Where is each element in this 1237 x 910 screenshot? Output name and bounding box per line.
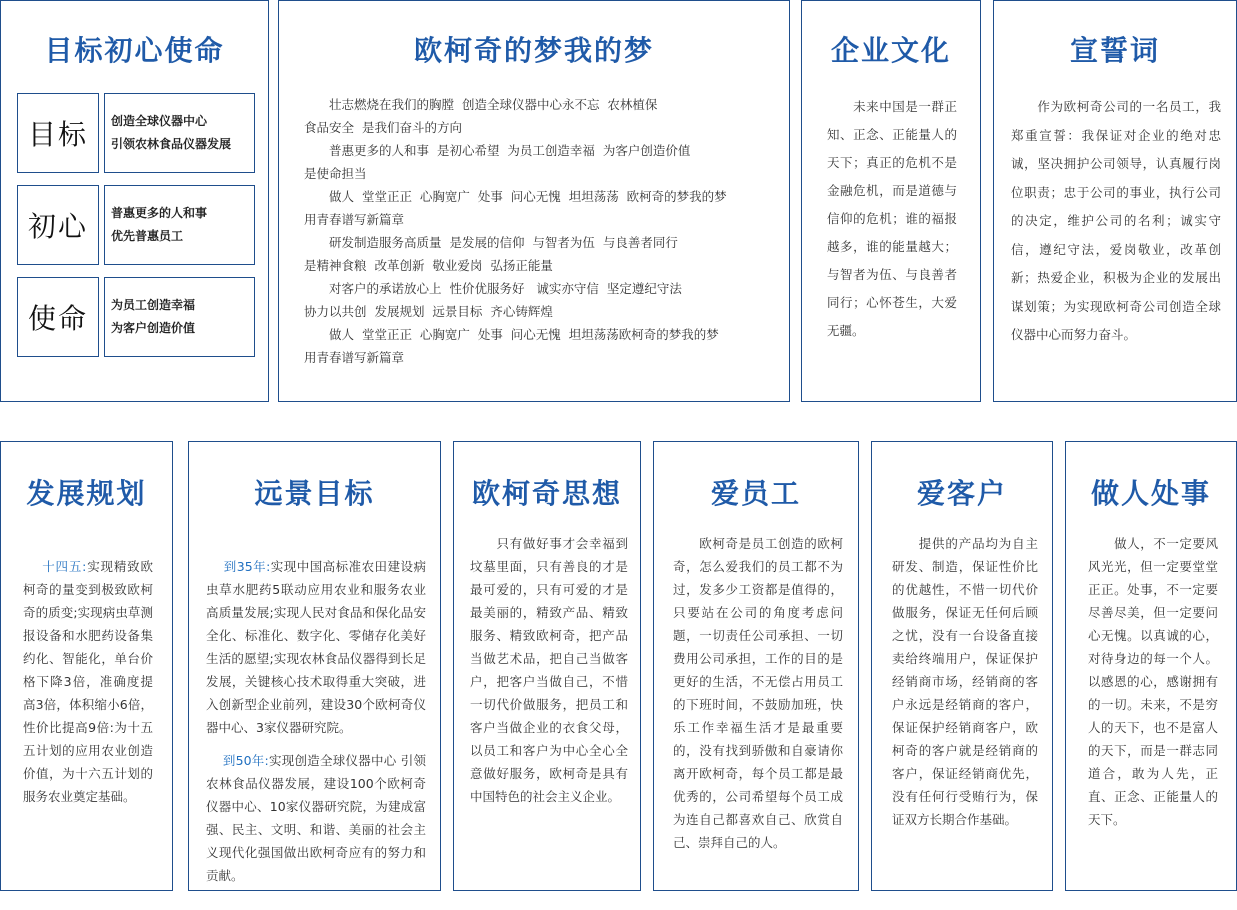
mission-goal-text — [104, 93, 255, 173]
mission-origin-text — [104, 185, 255, 265]
culture-card — [801, 0, 981, 402]
culture-title: 企业文化 — [830, 34, 951, 67]
plan-card — [0, 441, 173, 891]
vision-label-35: 到35年: — [223, 559, 271, 574]
culture-text: 未来中国是一群正知、正念、正能量人的天下；真正的危机不是金融危机，而是道德与信仰的危机；谁的福报越多，谁的能量越大；与智者为伍、与良善者同行；心怀苍生，大爱无疆。 — [827, 99, 957, 338]
mission-mission-line-2: 为客户创造价值 — [111, 321, 196, 335]
vision-title: 远景目标 — [254, 477, 375, 510]
thought-card — [453, 441, 641, 891]
plan-label: 十四五: — [42, 559, 87, 574]
staff-title: 爱员工 — [710, 477, 801, 510]
vision-card — [188, 441, 441, 891]
mission-key-goal: 目标 — [17, 93, 99, 173]
dream-text: 壮志燃烧在我们的胸膛 创造全球仪器中心永不忘 农林植保 食品安全 是我们奋斗的方向 普惠更多的人和事 是初心希望 为员工创造幸福 为客户创造价值 是使命担当 做人 堂堂正正 心胸宽广 处事 问心无愧 坦坦荡荡 欧柯奇的梦我的梦 用青春谱写新篇章 研发制造服务高质量 是发展的信仰 与智者为伍 与良善者同行 是精神食粮 改革创新 敬业爱岗 弘扬正能量 对客户的承诺放心上 性价优服务好 诚实亦守信 坚定遵纪守法 协力以共创 发展规划 远景目标 齐心铸辉煌 做人 堂堂正正 心胸宽广 处事 问心无愧 坦坦荡荡欧柯奇的梦我的梦 用青春谱写新篇章 — [304, 97, 727, 365]
vision-para-2 — [206, 726, 426, 910]
mission-key-mission: 使命 — [17, 277, 99, 357]
thought-title: 欧柯奇思想 — [471, 477, 622, 510]
vision-text-35: 实现中国高标准农田建设病虫草水肥药5联动应用农业和服务农业高质量发展;实现人民对食品和保化品安全化、标准化、数字化、零储存化美好生活的愿望;实现农林食品仪器得到长足发展，关键核心技术取得重大突破，进入创新型企业前列，建设30个欧柯奇仪器中心、3家仪器研究院。 — [206, 559, 426, 735]
dream-card — [278, 0, 790, 402]
plan-title: 发展规划 — [26, 477, 147, 510]
staff-card — [653, 441, 859, 891]
dream-title: 欧柯奇的梦我的梦 — [413, 34, 654, 67]
thought-text: 只有做好事才会幸福到坟墓里面，只有善良的才是最可爱的，只有可爱的才是最美丽的，精致产品、精致服务、精致欧柯奇，把产品当做艺术品，把自己当做客户，把客户当做自己，不惜一切代价做服务，把员工和客户当做企业的衣食父母，以员工和客户为中心全心全意做好服务，欧柯奇是具有中国特色的社会主义企业。 — [470, 536, 628, 804]
vision-text-50: 实现创造全球仪器中心 引领农林食品仪器发展，建设100个欧柯奇仪器中心、10家仪器研究院，为建成富强、民主、文明、和谐、美丽的社会主义现代化强国做出欧柯奇应有的努力和贡献。 — [206, 753, 426, 883]
customer-text: 提供的产品均为自主研发、制造，保证性价比的优越性，不惜一切代价做服务，保证无任何后顾之忧，没有一台设备直接卖给终端用户，保证保护经销商市场，经销商的客户永远是经销商的客户，保证保护经销商客户，欧柯奇的客户就是经销商的客户，保证经销商优先，没有任何行受贿行为，保证双方长期合作基础。 — [892, 536, 1038, 827]
mission-origin-line-1: 普惠更多的人和事 — [111, 206, 208, 220]
mission-mission-text — [104, 277, 255, 357]
mission-card — [0, 0, 269, 402]
mission-goal-line-1: 创造全球仪器中心 — [111, 114, 208, 128]
oath-text: 作为欧柯奇公司的一名员工，我郑重宣誓：我保证对企业的绝对忠诚，坚决拥护公司领导，认真履行岗位职责；忠于公司的事业，执行公司的决定，维护公司的名利；诚实守信，遵纪守法，爱岗敬业，改革创新；热爱企业，积极为企业的发展出谋划策；为实现欧柯奇公司创造全球仪器中心而努力奋斗。 — [1011, 99, 1221, 342]
mission-goal-line-2: 引领农林食品仪器发展 — [111, 137, 232, 151]
mission-title: 目标初心使命 — [44, 34, 225, 67]
oath-card — [993, 0, 1237, 402]
oath-title: 宣誓词 — [1069, 34, 1160, 67]
plan-text-block — [23, 532, 153, 831]
mission-mission-line-1: 为员工创造幸福 — [111, 298, 196, 312]
mission-origin-line-2: 优先普惠员工 — [111, 229, 184, 243]
staff-text: 欧柯奇是员工创造的欧柯奇，怎么爱我们的员工都不为过，发多少工资都是值得的，只要站在公司的角度考虑问题，一切责任公司承担、一切费用公司承担，工作的目的是更好的生活，不无偿占用员工的下班时间，不鼓励加班，快乐工作幸福生活才是最重要的，没有找到骄傲和自豪请你离开欧柯奇，每个员工都是最优秀的，公司希望每个员工成为连自己都喜欢自己、欣赏自己、崇拜自己的人。 — [673, 536, 843, 850]
mission-key-origin: 初心 — [17, 185, 99, 265]
conduct-title: 做人处事 — [1090, 477, 1211, 510]
conduct-card — [1065, 441, 1237, 891]
conduct-text: 做人，不一定要风风光光，但一定要堂堂正正。处事，不一定要尽善尽美，但一定要问心无愧。以真诚的心，对待身边的每一个人。以感恩的心，感谢拥有的一切。未来，不是穷人的天下，也不是富人的天下，而是一群志同道合，敢为人先，正直、正念、正能量人的天下。 — [1088, 536, 1218, 827]
customer-title: 爱客户 — [916, 477, 1007, 510]
customer-card — [871, 441, 1053, 891]
plan-text: 实现精致欧柯奇的量变到极致欧柯奇的质变;实现病虫草测报设备和水肥药设备集约化、智能化，单台价格下降3倍，准确度提高3倍，体积缩小6倍，性价比提高9倍:为十五五计划的应用农业创造价值，为十六五计划的服务农业奠定基础。 — [23, 559, 153, 804]
vision-label-50: 到50年: — [222, 753, 269, 768]
